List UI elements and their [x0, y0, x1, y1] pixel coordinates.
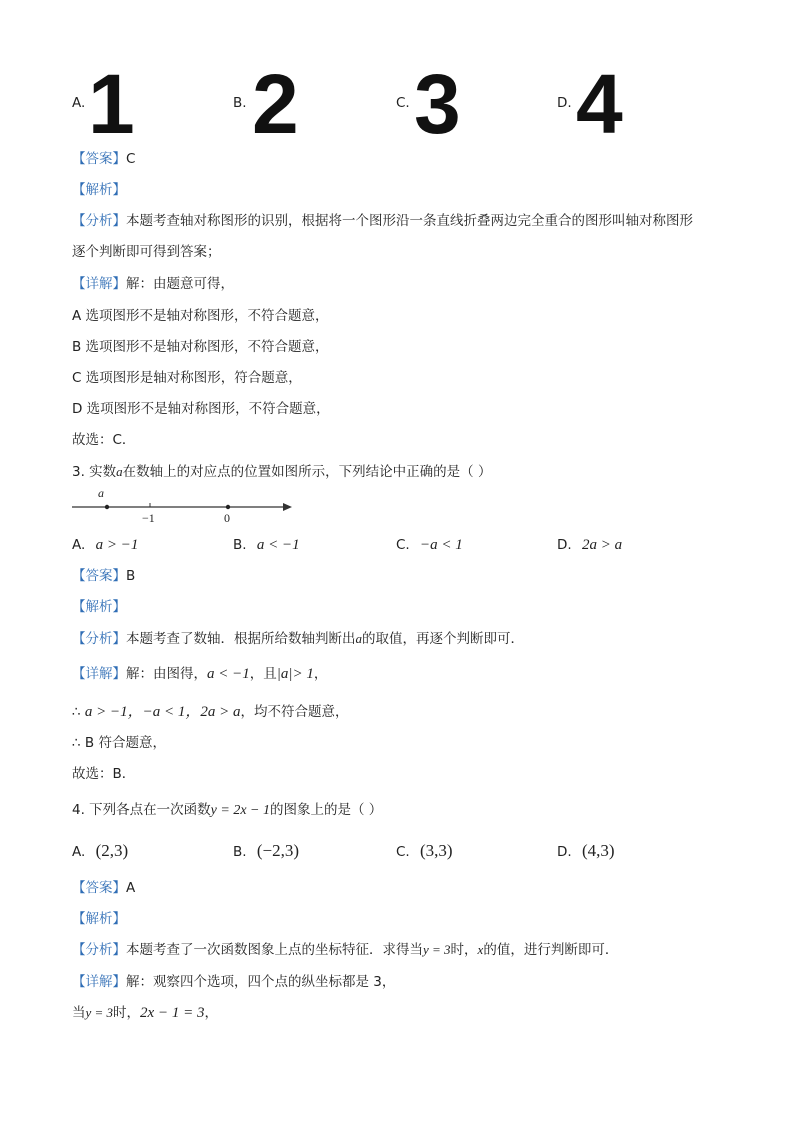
q4-answer-line	[72, 879, 135, 897]
analysis-tag: 【解析】	[72, 599, 126, 615]
therefore-symbol: ∴	[72, 735, 81, 751]
q2-detail-line: A 选项图形不是轴对称图形，不符合题意，	[72, 308, 329, 324]
detail-text: 解：由题意可得，	[126, 276, 234, 292]
option-label: D.	[557, 844, 572, 860]
fenxi-tag: 【分析】	[72, 631, 126, 647]
option-expr: (−2,3)	[256, 841, 300, 860]
detail-expr: a < −1	[207, 666, 250, 682]
q4-option-a	[72, 842, 128, 861]
q3-option-a	[72, 536, 138, 554]
option-a-figure: 1	[88, 57, 135, 151]
analysis-tag: 【解析】	[72, 911, 126, 927]
option-expr: (4,3)	[581, 841, 615, 860]
q3-stem	[72, 463, 491, 481]
detail-expr: a > −1，−a < 1，2a > a	[84, 704, 241, 720]
q3-detail-line3	[72, 734, 166, 752]
detail-text: 解：观察四个选项，四个点的纵坐标都是 3，	[126, 974, 396, 990]
detail-text: 解：由图得，	[126, 666, 207, 682]
option-label: A.	[72, 844, 86, 860]
detail-expr: 2x − 1 = 3	[140, 1005, 205, 1021]
q4-option-d	[557, 842, 615, 861]
q2-answer-line	[72, 150, 135, 168]
detail-tag: 【详解】	[72, 974, 126, 990]
detail-text: ，均不符合题意，	[240, 704, 349, 720]
option-label: A.	[72, 537, 86, 553]
option-expr: −a < 1	[420, 537, 463, 553]
point-a-label: a	[98, 486, 104, 500]
option-label: B.	[233, 537, 247, 553]
therefore-symbol: ∴	[72, 704, 81, 720]
q2-detail-intro	[72, 275, 234, 293]
q3-prefix: 3. 实数	[72, 464, 117, 480]
answer-tag: 【答案】	[72, 880, 126, 896]
option-a-label: A.	[72, 95, 86, 111]
q4-detail	[72, 973, 395, 991]
option-b-figure: 2	[252, 57, 299, 151]
q3-fenxi	[72, 630, 524, 648]
detail-text: ，	[204, 1005, 218, 1021]
option-b-label: B.	[233, 95, 247, 111]
tick-minus-one-label: −1	[142, 511, 155, 525]
q3-conclusion: 故选：B．	[72, 766, 136, 782]
fenxi-var: x	[477, 942, 484, 957]
option-expr: a < −1	[256, 537, 300, 553]
fenxi-text: 的取值，再逐个判断即可．	[362, 631, 524, 647]
answer-value: A	[126, 880, 136, 896]
option-c-label: C.	[396, 95, 410, 111]
fenxi-text: 时，	[450, 942, 478, 958]
fenxi-text: 本题考查轴对称图形的识别，根据将一个图形沿一条直线折叠两边完全重合的图形叫轴对称图形	[126, 213, 693, 229]
q3-option-b	[233, 536, 300, 554]
arrow-right-icon	[283, 503, 292, 511]
option-expr: (2,3)	[95, 841, 129, 860]
q4-stem-rest: 的图象上的是（ ）	[270, 802, 383, 818]
detail-text: 时，	[113, 1005, 141, 1021]
q2-conclusion: 故选：C．	[72, 432, 136, 448]
answer-value: B	[126, 568, 136, 584]
q3-stem-rest: 在数轴上的对应点的位置如图所示，下列结论中正确的是（ ）	[122, 464, 492, 480]
option-label: D.	[557, 537, 572, 553]
fenxi-tag: 【分析】	[72, 213, 126, 229]
q4-function: y = 2x − 1	[210, 803, 270, 818]
q2-detail-line: B 选项图形不是轴对称图形，不符合题意，	[72, 339, 329, 355]
q4-fenxi	[72, 941, 618, 959]
q2-fenxi-line1	[72, 212, 693, 230]
point-a	[105, 505, 109, 509]
q4-stem	[72, 801, 382, 820]
q3-answer-line	[72, 567, 135, 585]
detail-tag: 【详解】	[72, 666, 126, 682]
detail-text: B 符合题意，	[84, 735, 166, 751]
q2-fenxi-line2: 逐个判断即可得到答案；	[72, 244, 221, 260]
option-label: B.	[233, 844, 247, 860]
analysis-tag: 【解析】	[72, 182, 126, 198]
q4-option-b	[233, 842, 299, 861]
option-d-label: D.	[557, 95, 572, 111]
q4-option-c	[396, 842, 453, 861]
fenxi-var: a	[355, 631, 362, 646]
option-expr: a > −1	[95, 537, 139, 553]
fenxi-text: 本题考查了数轴．根据所给数轴判断出	[126, 631, 356, 647]
point-zero	[226, 505, 230, 509]
option-expr: 2a > a	[581, 537, 623, 553]
detail-text: ，且	[249, 666, 277, 682]
detail-text: ，	[313, 666, 328, 682]
q3-option-c	[396, 536, 463, 554]
detail-tag: 【详解】	[72, 276, 126, 292]
fenxi-text: 本题考查了一次函数图象上点的坐标特征．求得当	[126, 942, 423, 958]
q3-option-d	[557, 536, 622, 554]
answer-tag: 【答案】	[72, 568, 126, 584]
fenxi-text: 的值，进行判断即可．	[483, 942, 619, 958]
option-label: C.	[396, 537, 410, 553]
fenxi-expr: y = 3	[423, 942, 451, 957]
option-label: C.	[396, 844, 410, 860]
detail-text: 当	[72, 1005, 86, 1021]
q4-prefix: 4. 下列各点在一次函数	[72, 802, 211, 818]
q4-detail-line2	[72, 1004, 218, 1022]
q3-var: a	[116, 464, 123, 479]
q3-detail	[72, 665, 327, 683]
q2-detail-line: C 选项图形是轴对称图形，符合题意，	[72, 370, 302, 386]
option-expr: (3,3)	[420, 841, 453, 860]
detail-expr: |a|> 1	[276, 666, 314, 682]
q3-detail-line2	[72, 703, 349, 721]
tick-zero-label: 0	[224, 511, 230, 525]
detail-expr: y = 3	[85, 1005, 114, 1020]
number-line	[70, 484, 300, 528]
option-c-figure: 3	[414, 57, 461, 151]
answer-tag: 【答案】	[72, 151, 126, 167]
fenxi-tag: 【分析】	[72, 942, 126, 958]
option-d-figure: 4	[576, 57, 623, 151]
q2-detail-line: D 选项图形不是轴对称图形，不符合题意，	[72, 401, 330, 417]
answer-value: C	[126, 151, 136, 167]
